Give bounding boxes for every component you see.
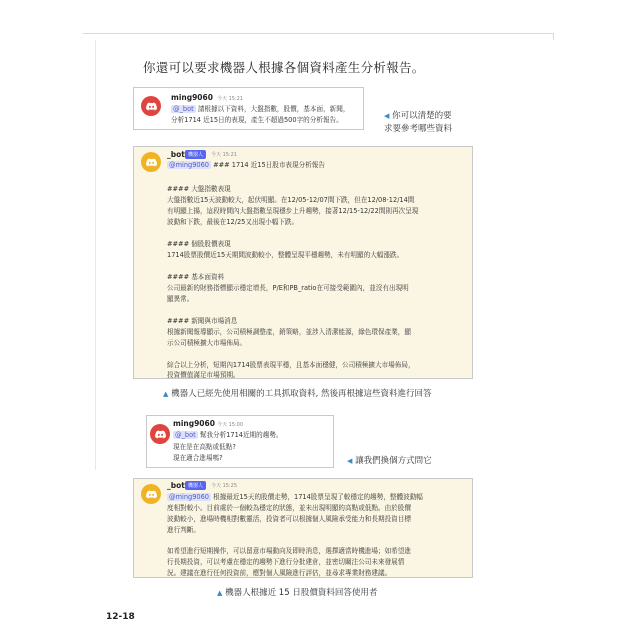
bot-badge: 機器人 (185, 481, 206, 490)
report-line: 顯異常。 (167, 295, 194, 303)
report-line: 波動和下跌，最後在12/25又出現小幅下跌。 (167, 218, 299, 226)
report-line: 公司最新的財務指標顯示穩定增長，P/E和PB_ratio在可接受範圍內，並沒有出現明 (167, 284, 409, 292)
report-line: 大盤指數近15天波動較大，起伏明顯。在12/05-12/07間下跌，但在12/08-12/14間 (167, 196, 415, 204)
message-line: 現在是在高點或低點? (173, 443, 236, 451)
discord-logo-icon (145, 100, 158, 113)
discord-avatar[interactable] (141, 484, 161, 504)
discord-avatar[interactable] (141, 96, 161, 116)
message-line: @ming9060 ### 1714 近15日股市表現分析報告 (169, 161, 325, 169)
report-line: #### 大盤指數表現 (167, 185, 231, 193)
message-line: 現在適合進場嗎? (173, 454, 223, 462)
mention[interactable]: @_bot (175, 431, 196, 439)
chat-message-user-1 (133, 87, 364, 130)
chat-message-bot-2 (133, 478, 473, 578)
message-text: 請根據以下資料，大盤指數，股價，基本面，新聞， (197, 105, 350, 113)
mention[interactable]: @_bot (173, 105, 194, 113)
message-line: 進行判斷。 (167, 526, 200, 534)
timestamp: 今天 15:21 (217, 96, 243, 102)
decorative-rule (83, 33, 553, 34)
annotation-3: ◀ 讓我們換個方式問它 (347, 456, 432, 466)
report-line: 有明顯上揚，這段時間內大盤指數呈現穩步上升趨勢，接著12/15-12/22間則再次呈現 (167, 207, 419, 215)
username[interactable]: _bot (167, 150, 185, 159)
timestamp: 今天 15:00 (217, 422, 243, 428)
username[interactable]: _bot (167, 481, 185, 490)
message-line: @_bot 幫我分析1714近期的趨勢。 (175, 431, 283, 439)
chat-message-user-2 (146, 415, 334, 468)
bot-badge: 機器人 (185, 150, 206, 159)
page-number: 12-18 (106, 612, 135, 622)
username[interactable]: ming9060 (173, 419, 215, 428)
decorative-margin-line (95, 40, 96, 470)
arrow-up-icon: ▲ (163, 390, 169, 398)
report-line: 示公司積極擴大市場佈局。 (167, 339, 247, 347)
timestamp: 今天 15:21 (211, 152, 237, 158)
report-line: #### 新聞與市場消息 (167, 317, 238, 325)
decorative-rule-end (553, 33, 554, 40)
message-line: 分析1714 近15日的表現，產生不超過500字的分析報告。 (171, 116, 343, 124)
annotation-1b: 求要參考哪些資料 (384, 124, 453, 134)
report-line: 投資價值滿足市場預期。 (167, 371, 240, 379)
report-line: 綜合以上分析，短期內1714股票表現平穩，且基本面穩健，公司積極擴大市場佈局， (167, 361, 415, 369)
timestamp: 今天 15:25 (211, 483, 237, 489)
message-line (171, 103, 349, 113)
discord-avatar[interactable] (150, 424, 170, 444)
arrow-up-icon: ▲ (217, 589, 223, 597)
report-line: #### 基本面資料 (167, 273, 225, 281)
discord-logo-icon (154, 428, 167, 441)
message-line: 如希望進行短期操作，可以留意市場動向及即時消息，選擇適當時機進場；如希望進 (167, 547, 411, 555)
discord-logo-icon (145, 156, 158, 169)
report-line: #### 個股股價表現 (167, 240, 231, 248)
chat-message-bot-1 (133, 146, 473, 379)
message-line: 況。建議在進行任何投資前，應對個人風險進行評估，並尋求專業財務建議。 (167, 569, 392, 577)
mention[interactable]: @ming9060 (169, 161, 209, 169)
arrow-left-icon: ◀ (384, 112, 390, 120)
annotation-4: ▲ 機器人根據近 15 日股價資料回答使用者 (217, 588, 378, 598)
report-line: 1714股票股價近15天期間波動較小，整體呈現平穩趨勢，未有明顯的大幅漲跌。 (167, 251, 404, 259)
mention[interactable]: @ming9060 (169, 493, 209, 501)
intro-text: 你還可以要求機器人根據各個資料產生分析報告。 (143, 60, 425, 75)
message-line: 波動較小，進場時機相對數靈活，投資者可以根據個人風險承受能力和長期投資目標 (167, 515, 411, 523)
message-line: 度相對較小。目前處於一個較為穩定的狀態，並未出現明顯的高點或低點。由於股價 (167, 504, 411, 512)
arrow-left-icon: ◀ (347, 457, 353, 465)
annotation-2: ▲ 機器人已經先使用相關的工具抓取資料, 然後再根據這些資料進行回答 (163, 389, 432, 399)
report-line: 根據新聞報導顯示，公司積極調整產，銷策略，並涉入清潔能源，綠色環保產業，顯 (167, 328, 411, 336)
username[interactable]: ming9060 (171, 93, 213, 102)
discord-logo-icon (145, 488, 158, 501)
message-line: 行長期投資，可以考慮在穩定的趨勢下進行分批建倉，並密切關注公司未來發展情 (167, 558, 405, 566)
discord-avatar[interactable] (141, 152, 161, 172)
message-line: @ming9060 根據最近15天的股價走勢，1714股票呈現了較穩定的趨勢，整體波動幅 (169, 493, 423, 501)
annotation-1: ◀ 你可以清楚的要 (384, 111, 452, 121)
